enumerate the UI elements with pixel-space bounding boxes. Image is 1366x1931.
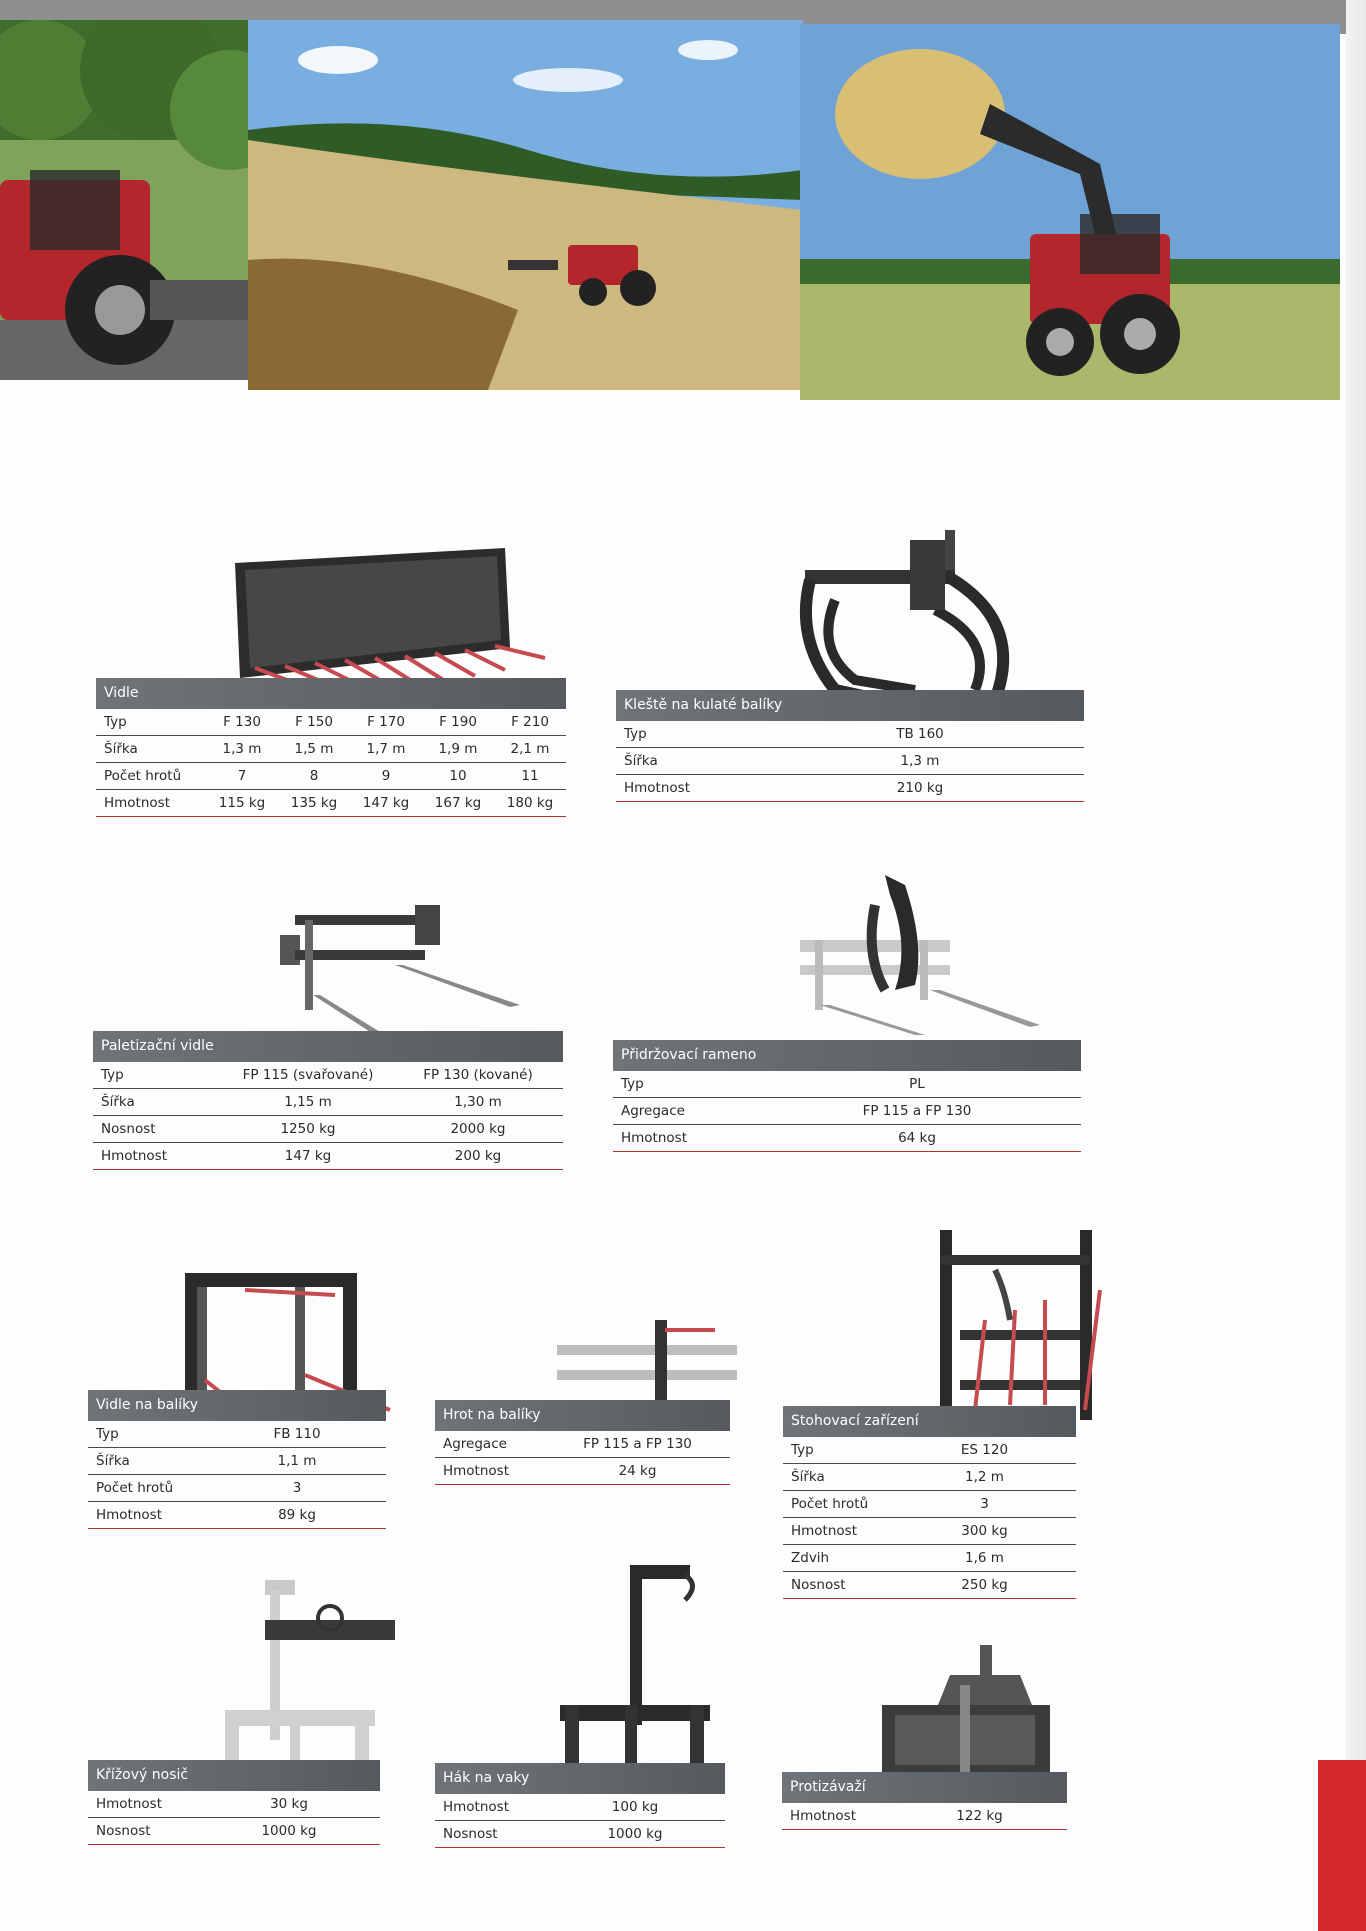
- spec-title-paletizacni: Paletizační vidle: [93, 1031, 563, 1062]
- spec-row: Šířka 1,15 m 1,30 m: [93, 1089, 563, 1116]
- spec-row: Hmotnost 89 kg: [88, 1502, 386, 1529]
- spec-table-vidle: [96, 678, 566, 817]
- spec-table-kleste: [616, 690, 1084, 802]
- photo-tractor-field-manure: [248, 20, 803, 390]
- spec-row: Hmotnost 122 kg: [782, 1803, 1067, 1830]
- spec-title-stohovaci: Stohovací zařízení: [783, 1406, 1076, 1437]
- stohovaci-image: [935, 1230, 1105, 1420]
- spec-title-krizovy: Křížový nosič: [88, 1760, 380, 1791]
- spec-title-vidle-baliky: Vidle na balíky: [88, 1390, 386, 1421]
- spec-table-hak: [435, 1763, 725, 1848]
- spec-title-protizavazi: Protizávaží: [782, 1772, 1067, 1803]
- spec-row: Počet hrotů 3: [783, 1491, 1076, 1518]
- spec-row: Typ TB 160: [616, 721, 1084, 748]
- spec-table-krizovy: [88, 1760, 380, 1845]
- pridrzovaci-image: [795, 865, 1045, 1035]
- spec-row: Šířka 1,3 m 1,5 m 1,7 m 1,9 m 2,1 m: [96, 736, 566, 763]
- spec-row: Nosnost 1000 kg: [88, 1818, 380, 1845]
- hrot-image: [555, 1320, 745, 1400]
- spec-row: Hmotnost 64 kg: [613, 1125, 1081, 1152]
- red-page-tab: [1318, 1760, 1366, 1931]
- spec-row: Hmotnost 115 kg 135 kg 147 kg 167 kg 180 kg: [96, 790, 566, 817]
- spec-row: Typ ES 120: [783, 1437, 1076, 1464]
- spec-row: Hmotnost 300 kg: [783, 1518, 1076, 1545]
- photo-tractor-trees: [0, 20, 250, 380]
- spec-title-hak: Hák na vaky: [435, 1763, 725, 1794]
- spec-row: Nosnost 1250 kg 2000 kg: [93, 1116, 563, 1143]
- spec-row: Nosnost 250 kg: [783, 1572, 1076, 1599]
- spec-row: Typ F 130 F 150 F 170 F 190 F 210: [96, 709, 566, 736]
- spec-row: Agregace FP 115 a FP 130: [613, 1098, 1081, 1125]
- spec-row: Hmotnost 100 kg: [435, 1794, 725, 1821]
- spec-row: Počet hrotů 7 8 9 10 11: [96, 763, 566, 790]
- vidle-image: [225, 548, 555, 683]
- hak-image: [555, 1555, 715, 1795]
- spec-table-stohovaci: [783, 1406, 1076, 1599]
- protizavazi-image: [880, 1645, 1055, 1785]
- spec-title-hrot: Hrot na balíky: [435, 1400, 730, 1431]
- spec-title-vidle: Vidle: [96, 678, 566, 709]
- spec-row: Hmotnost 24 kg: [435, 1458, 730, 1485]
- spec-row: Typ FP 115 (svařované) FP 130 (kované): [93, 1062, 563, 1089]
- spec-table-hrot: [435, 1400, 730, 1485]
- spec-row: Nosnost 1000 kg: [435, 1821, 725, 1848]
- spec-table-protizavazi: [782, 1772, 1067, 1830]
- spec-row: Typ PL: [613, 1071, 1081, 1098]
- spec-table-vidle-baliky: [88, 1390, 386, 1529]
- photo-strip: [0, 20, 1360, 400]
- spec-row: Šířka 1,1 m: [88, 1448, 386, 1475]
- spec-row: Typ FB 110: [88, 1421, 386, 1448]
- page-edge-shadow: [1346, 0, 1366, 1931]
- spec-row: Hmotnost 30 kg: [88, 1791, 380, 1818]
- krizovy-image: [215, 1580, 405, 1775]
- spec-row: Zdvih 1,6 m: [783, 1545, 1076, 1572]
- paletizacni-image: [275, 895, 525, 1035]
- spec-row: Počet hrotů 3: [88, 1475, 386, 1502]
- spec-table-pridrzovaci: [613, 1040, 1081, 1152]
- spec-row: Hmotnost 147 kg 200 kg: [93, 1143, 563, 1170]
- spec-table-paletizacni: [93, 1031, 563, 1170]
- photo-tractor-bale: [800, 24, 1340, 400]
- spec-row: Šířka 1,2 m: [783, 1464, 1076, 1491]
- spec-row: Agregace FP 115 a FP 130: [435, 1431, 730, 1458]
- spec-row: Hmotnost 210 kg: [616, 775, 1084, 802]
- spec-row: Šířka 1,3 m: [616, 748, 1084, 775]
- spec-title-kleste: Kleště na kulaté balíky: [616, 690, 1084, 721]
- spec-title-pridrzovaci: Přidržovací rameno: [613, 1040, 1081, 1071]
